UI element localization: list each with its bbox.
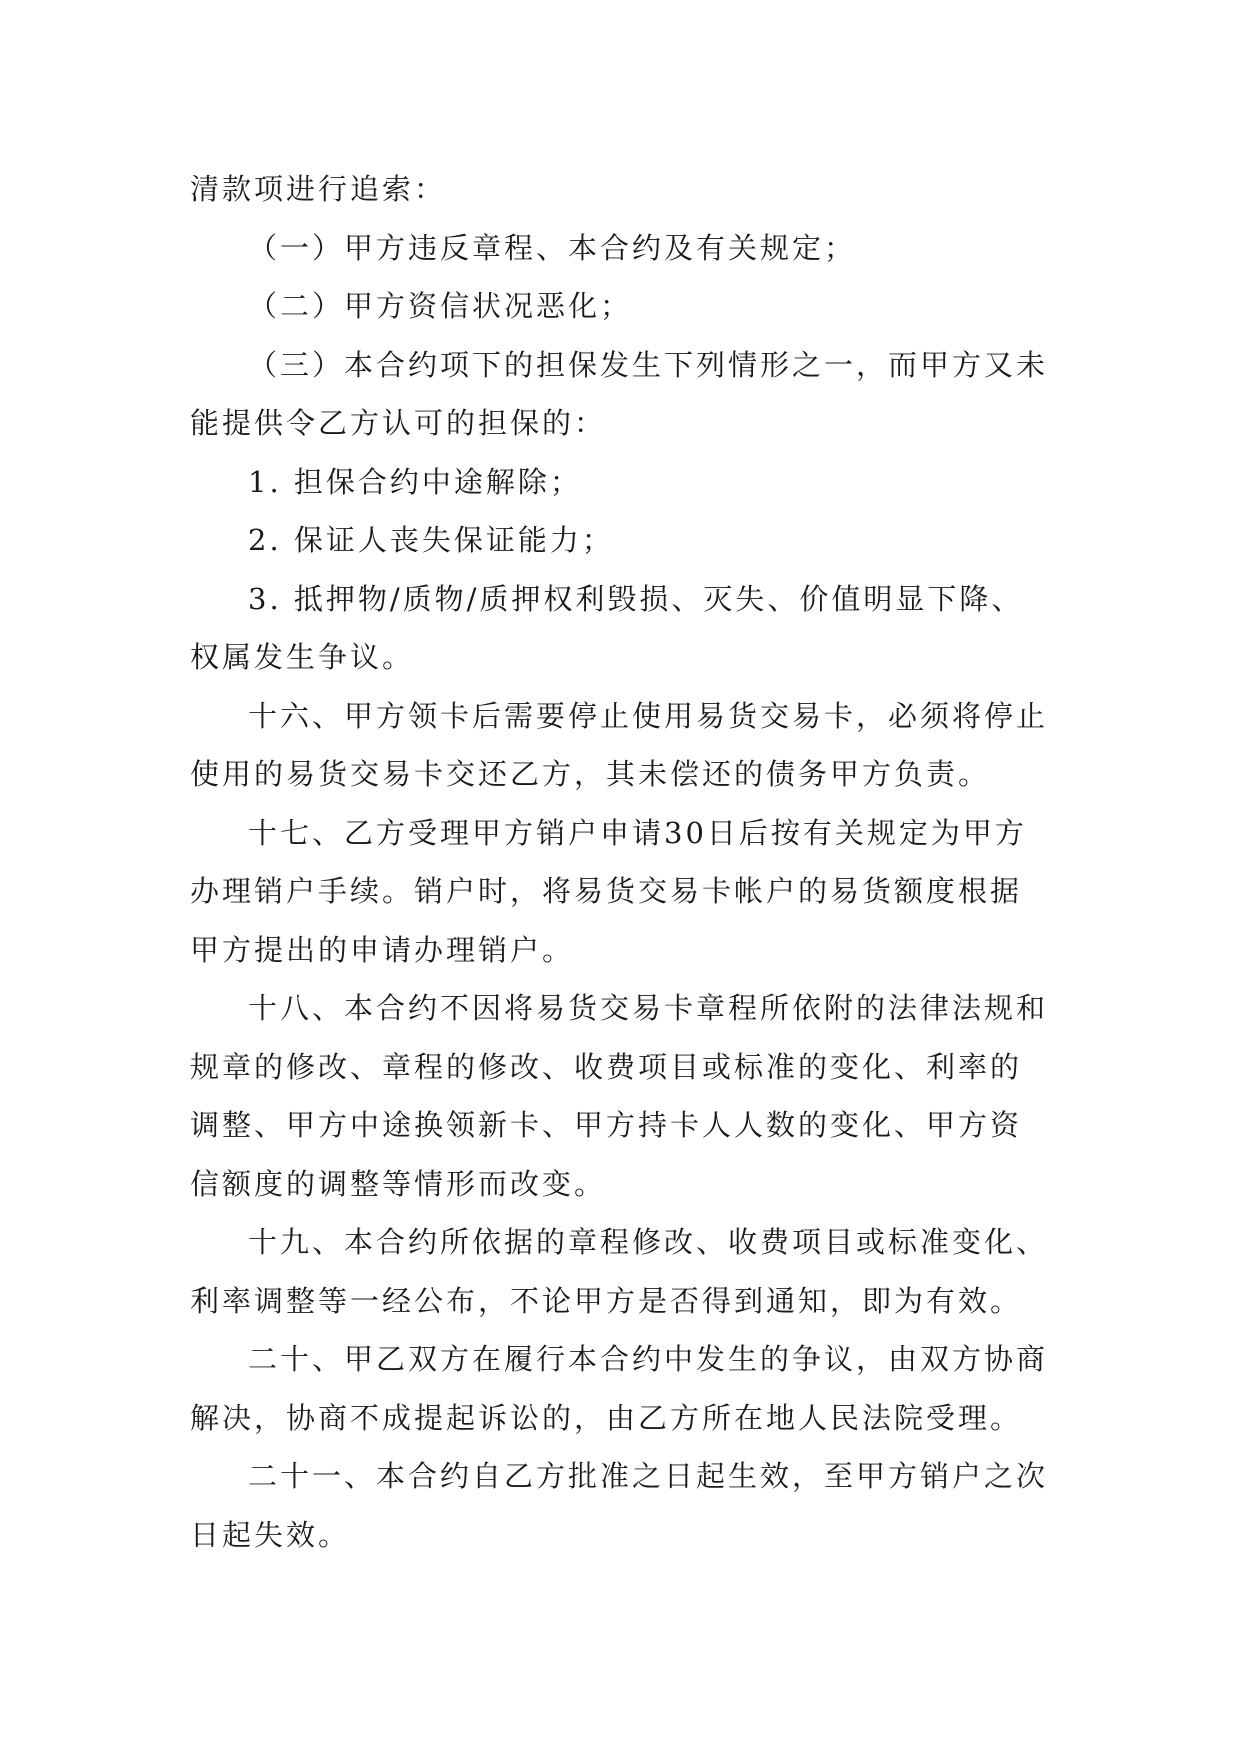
clause-18: 十八、本合约不因将易货交易卡章程所依附的法律法规和规章的修改、章程的修改、收费项目或标准的变化、利率的调整、甲方中途换领新卡、甲方持卡人人数的变化、甲方资信额度的调整等情形而改变。	[190, 991, 1049, 1201]
sub-item-3: 3. 抵押物/质物/质押权利毁损、灭失、价值明显下降、权属发生争议。	[190, 581, 1024, 674]
clause-20: 二十、甲乙双方在履行本合约中发生的争议，由双方协商解决，协商不成提起诉讼的，由乙方所在地人民法院受理。	[190, 1342, 1049, 1435]
clause-item-3: （三）本合约项下的担保发生下列情形之一，而甲方又未能提供令乙方认可的担保的：	[190, 347, 1049, 440]
clause-item-2: （二）甲方资信状况恶化；	[248, 289, 633, 323]
clause-16: 十六、甲方领卡后需要停止使用易货交易卡，必须将停止使用的易货交易卡交还乙方，其未偿还的债务甲方负责。	[190, 698, 1049, 791]
sub-item-1: 1. 担保合约中途解除；	[248, 464, 582, 499]
paragraph-continuation: 清款项进行追索：	[190, 172, 447, 206]
clause-item-1: （一）甲方违反章程、本合约及有关规定；	[248, 230, 857, 265]
clause-19: 十九、本合约所依据的章程修改、收费项目或标准变化、利率调整等一经公布，不论甲方是否得到通知，即为有效。	[190, 1225, 1049, 1318]
clause-21: 二十一、本合约自乙方批准之日起生效，至甲方销户之次日起失效。	[190, 1459, 1049, 1552]
clause-17: 十七、乙方受理甲方销户申请30日后按有关规定为甲方办理销户手续。销户时，将易货交易卡帐户的易货额度根据甲方提出的申请办理销户。	[190, 815, 1027, 967]
sub-item-2: 2. 保证人丧失保证能力；	[248, 523, 614, 557]
document-body	[190, 160, 1050, 1564]
